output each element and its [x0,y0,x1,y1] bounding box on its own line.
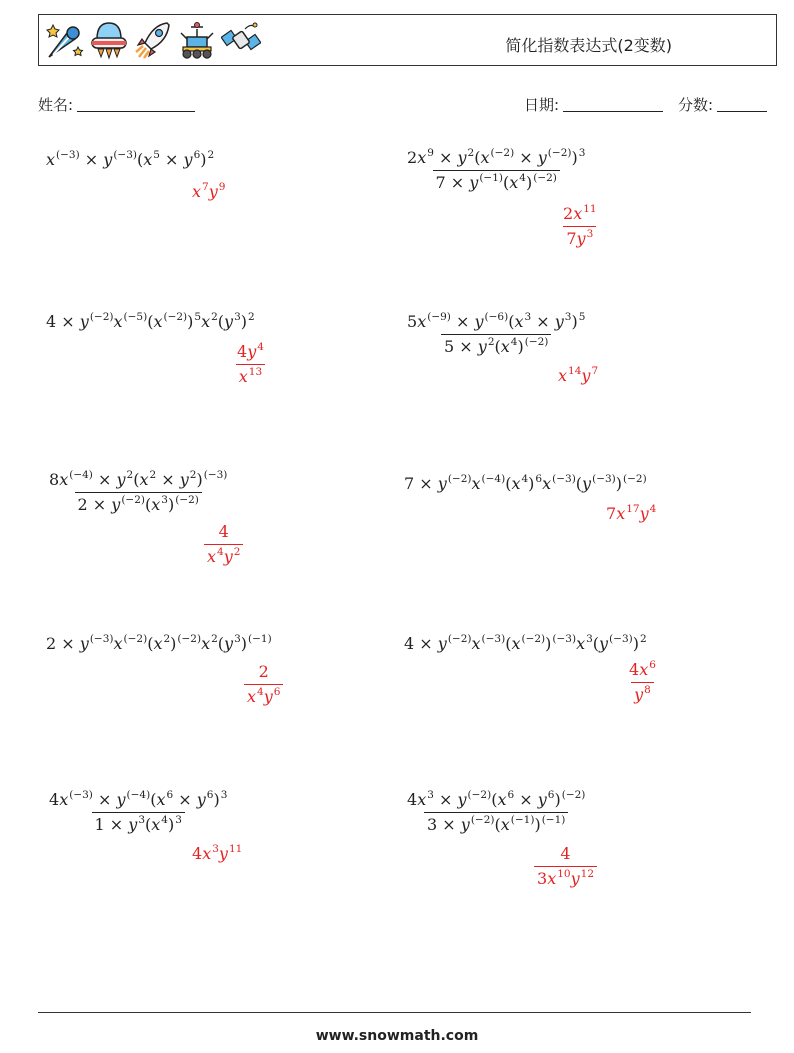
header-icons [45,19,261,61]
problem-1-expression: $x^{(-3)} \times y^{(-3)}(x^5 \times y^6)^2$ [46,149,215,169]
problem-3-expression: $4 \times y^{(-2)}x^{(-5)}(x^{(-2)})^5x^2(y^3)^2$ [46,311,255,331]
date-field[interactable] [524,94,663,115]
problem-9-answer: $4x^3y^{11}$ [192,843,243,863]
satellite-icon [221,19,261,61]
rover-icon [177,19,217,61]
name-field[interactable] [38,94,195,115]
problem-8-expression: $4 \times y^{(-2)}x^{(-3)}(x^{(-2)})^{(-3)}x^3(y^{(-3)})^2$ [404,633,647,653]
name-label: 姓名: [38,96,74,114]
problem-1-answer: $x^7y^9$ [192,181,226,201]
problem-5-answer: $\frac{4}{x^4y^2}$ [204,522,243,566]
problem-7-expression: $2 \times y^{(-3)}x^{(-2)}(x^2)^{(-2)}x^2(y^3)^{(-1)}$ [46,633,272,653]
problem-4-expression: $\frac{5x^{(-9)} \times y^{(-6)}(x^3 \times y^3)^5}{5 \times y^2(x^4)^{(-2)}}$ [407,311,586,356]
comet-icon [45,19,85,61]
rocket-icon [133,19,173,61]
problem-7-answer: $\frac{2}{x^4y^6}$ [244,662,283,706]
score-label: 分数: [678,96,714,114]
footer-website[interactable]: www.snowmath.com [315,1028,479,1044]
problem-2-answer: $\frac{2x^{11}}{7y^3}$ [563,203,597,248]
date-blank[interactable] [563,97,663,112]
problem-6-answer: $7x^{17}y^4$ [606,503,657,523]
name-blank[interactable] [77,97,195,112]
problem-10-expression: $\frac{4x^3 \times y^{(-2)}(x^6 \times y^6)^{(-2)}}{3 \times y^{(-2)}(x^{(-1)})^{(-1)}}$ [407,789,586,834]
problem-9-expression: $\frac{4x^{(-3)} \times y^{(-4)}(x^6 \times y^6)^3}{1 \times y^3(x^4)^3}$ [49,789,228,834]
problem-5-expression: $\frac{8x^{(-4)} \times y^2(x^2 \times y^2)^{(-3)}}{2 \times y^{(-2)}(x^3)^{(-2)}}$ [49,469,228,514]
header-box [38,14,777,66]
problem-3-answer: $\frac{4y^4}{x^{13}}$ [237,341,264,386]
problem-4-answer: $x^{14}y^7$ [558,365,599,385]
ufo-icon [89,19,129,61]
score-field[interactable] [678,94,767,115]
problem-8-answer: $\frac{4x^6}{y^8}$ [629,659,656,704]
worksheet-title: 简化指数表达式(2变数) [505,36,672,55]
date-label: 日期: [524,96,560,114]
problem-10-answer: $\frac{4}{3x^{10}y^{12}}$ [534,844,597,888]
footer-divider [38,1012,751,1013]
problem-2-expression: $\frac{2x^9 \times y^2(x^{(-2)} \times y^{(-2)})^3}{7 \times y^{(-1)}(x^4)^{(-2)}}$ [407,147,586,192]
score-blank[interactable] [717,97,767,112]
problem-6-expression: $7 \times y^{(-2)}x^{(-4)}(x^4)^6x^{(-3)}(y^{(-3)})^{(-2)}$ [404,473,647,493]
